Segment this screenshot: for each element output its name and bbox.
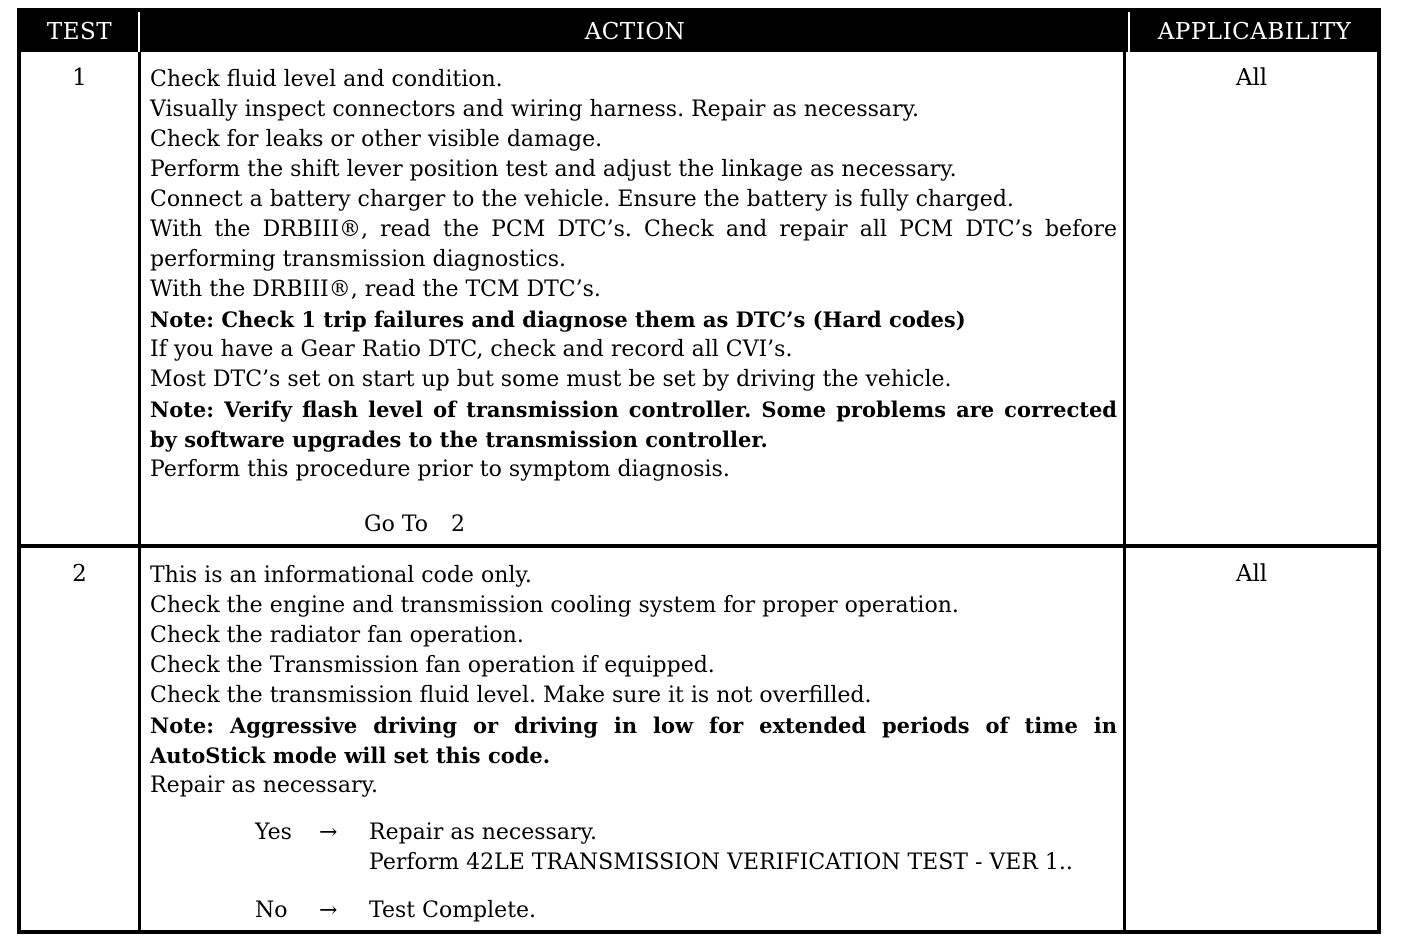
note-text: Note: Verify flash level of transmission controller. Some problems are corrected by software upgrades to the transmission controller. [150,397,1117,452]
yes-result-line: Perform 42LE TRANSMISSION VERIFICATION TEST - VER 1.. [369,850,1073,875]
action-line: This is an informational code only. [150,563,532,588]
action-line: Perform this procedure prior to symptom diagnosis. [150,457,730,482]
goto-instruction [364,510,465,540]
header-action: ACTION [138,12,1130,52]
goto-number: 2 [451,512,466,537]
diagnostic-table [17,8,1381,934]
action-line: Check for leaks or other visible damage. [150,127,603,152]
no-result-line: Test Complete. [369,898,537,923]
action-line: Check the radiator fan operation. [150,623,524,648]
action-line: Check the transmission fluid level. Make sure it is not overfilled. [150,683,872,708]
applicability-value: All [1235,561,1268,587]
header-test: TEST [46,19,113,45]
action-line: Check fluid level and condition. [150,67,503,92]
table-row [21,52,1377,548]
action-cell [138,52,1126,544]
right-arrow-icon: → [319,820,338,845]
action-line: With the DRBIII®, read the TCM DTC’s. [150,277,601,302]
action-line: Perform the shift lever position test and adjust the linkage as necessary. [150,157,957,182]
action-line: Visually inspect connectors and wiring harness. Repair as necessary. [150,97,920,122]
action-line: Connect a battery charger to the vehicle. Ensure the battery is fully charged. [150,187,1014,212]
action-paragraph: With the DRBIII®, read the PCM DTC’s. Check and repair all PCM DTC’s before performing transmission diagnostics. [150,217,1117,272]
action-line: Repair as necessary. [150,773,378,798]
test-number: 2 [72,561,87,587]
table-row [21,548,1377,930]
right-arrow-icon: → [319,898,338,923]
yes-result-line: Repair as necessary. [369,820,597,845]
header-applicability: APPLICABILITY [1128,12,1379,52]
action-line: If you have a Gear Ratio DTC, check and record all CVI’s. [150,337,793,362]
action-line: Check the engine and transmission cooling system for proper operation. [150,593,959,618]
action-line: Check the Transmission fan operation if equipped. [150,653,715,678]
note-text: Note: Check 1 trip failures and diagnose them as DTC’s (Hard codes) [150,307,966,332]
action-line: Most DTC’s set on start up but some must be set by driving the vehicle. [150,367,952,392]
goto-label: Go To [364,512,429,537]
table-header [21,12,1377,52]
no-label: No [255,898,288,923]
action-cell [138,548,1126,930]
note-text: Note: Aggressive driving or driving in low for extended periods of time in AutoStick mode will set this code. [150,713,1117,768]
applicability-value: All [1235,65,1268,91]
test-number: 1 [72,65,87,91]
yes-label: Yes [255,820,292,845]
